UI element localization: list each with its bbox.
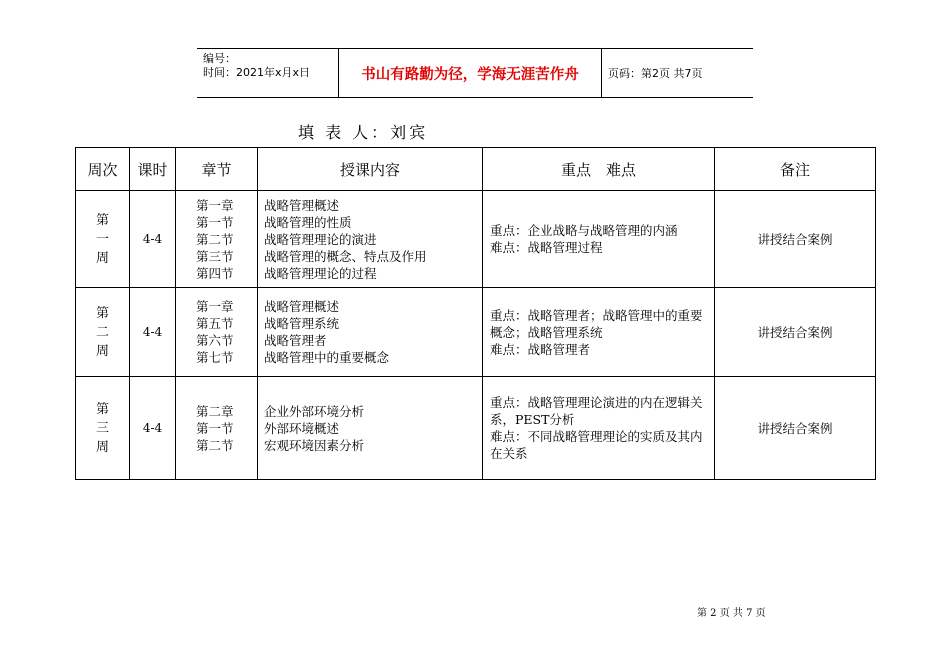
column-header-hours: 课时	[130, 148, 176, 191]
chapter-line: 第一节	[196, 420, 234, 436]
number-label: 编号：	[203, 52, 236, 65]
table-row	[76, 191, 876, 288]
table-row	[76, 377, 876, 480]
chapter-line: 第四节	[196, 265, 234, 281]
column-header-chapter: 章节	[176, 148, 258, 191]
content-line: 战略管理理论的过程	[264, 265, 377, 281]
chapter-line: 第五节	[196, 316, 234, 331]
hours-cell: 4-4	[130, 377, 176, 480]
content-line: 外部环境概述	[264, 420, 340, 436]
keypoints-cell	[483, 191, 715, 288]
week-char: 二	[95, 324, 109, 340]
content-line: 战略管理概述	[264, 299, 340, 314]
document-header	[197, 48, 753, 98]
keypoint-line: 难点：不同战略管理理论的实质及其内在关系	[490, 429, 703, 461]
keypoint-line: 重点：企业战略与战略管理的内涵	[490, 223, 678, 238]
chapter-line: 第二章	[196, 403, 234, 419]
chapter-line: 第七节	[196, 350, 234, 365]
schedule-table	[75, 147, 876, 480]
content-line: 战略管理者	[264, 333, 327, 348]
notes-cell: 讲授结合案例	[715, 288, 876, 377]
column-header-content: 授课内容	[258, 148, 483, 191]
keypoints-cell	[483, 377, 715, 480]
chapter-line: 第一章	[196, 299, 234, 314]
keypoint-line: 重点：战略管理理论演进的内在逻辑关系，PEST分析	[490, 395, 703, 427]
chapter-line: 第一节	[196, 214, 234, 230]
content-line: 战略管理概述	[264, 197, 340, 213]
chapter-line: 第一章	[196, 197, 234, 213]
content-line: 企业外部环境分析	[264, 403, 365, 419]
chapter-line: 第六节	[196, 333, 234, 348]
hours-cell: 4-4	[130, 288, 176, 377]
header-meta	[197, 49, 338, 97]
week-char: 周	[95, 250, 109, 266]
week-char: 第	[95, 401, 109, 417]
column-header-week: 周次	[76, 148, 130, 191]
table-row	[76, 288, 876, 377]
date-label: 时间：2021年x月x日	[203, 66, 311, 79]
page-indicator: 页码：第2页 共7页	[608, 67, 703, 80]
chapter-cell	[176, 377, 258, 480]
notes-cell: 讲授结合案例	[715, 377, 876, 480]
chapter-line: 第三节	[196, 248, 234, 264]
chapter-line: 第二节	[196, 437, 234, 453]
hours-cell: 4-4	[130, 191, 176, 288]
content-cell	[258, 377, 483, 480]
column-header-notes: 备注	[715, 148, 876, 191]
motto: 书山有路勤为径，学海无涯苦作舟	[338, 49, 602, 97]
week-char: 第	[95, 305, 109, 321]
week-cell	[76, 288, 130, 377]
keypoints-cell	[483, 288, 715, 377]
page-footer: 第 2 页 共 7 页	[697, 608, 766, 619]
week-cell	[76, 191, 130, 288]
week-char: 周	[95, 343, 109, 359]
keypoint-line: 重点：战略管理者；战略管理中的重要概念；战略管理系统	[490, 307, 703, 340]
chapter-cell	[176, 288, 258, 377]
keypoint-line: 难点：战略管理者	[490, 341, 591, 357]
chapter-cell	[176, 191, 258, 288]
content-line: 宏观环境因素分析	[264, 437, 365, 453]
notes-cell: 讲授结合案例	[715, 191, 876, 288]
week-char: 周	[95, 439, 109, 455]
content-line: 战略管理理论的演进	[264, 231, 377, 247]
content-line: 战略管理的性质	[264, 214, 352, 230]
content-cell	[258, 191, 483, 288]
week-cell	[76, 377, 130, 480]
content-line: 战略管理系统	[264, 316, 340, 331]
content-cell	[258, 288, 483, 377]
keypoint-line: 难点：战略管理过程	[490, 240, 603, 255]
week-char: 三	[95, 420, 109, 436]
week-char: 第	[95, 212, 109, 228]
week-char: 一	[95, 231, 109, 247]
content-line: 战略管理中的重要概念	[264, 350, 390, 365]
column-header-keypoints: 重点 难点	[483, 148, 715, 191]
content-line: 战略管理的概念、特点及作用	[264, 248, 427, 264]
table-header-row	[76, 148, 876, 191]
chapter-line: 第二节	[196, 231, 234, 247]
filler-name: 填 表 人：刘宾	[298, 123, 429, 142]
